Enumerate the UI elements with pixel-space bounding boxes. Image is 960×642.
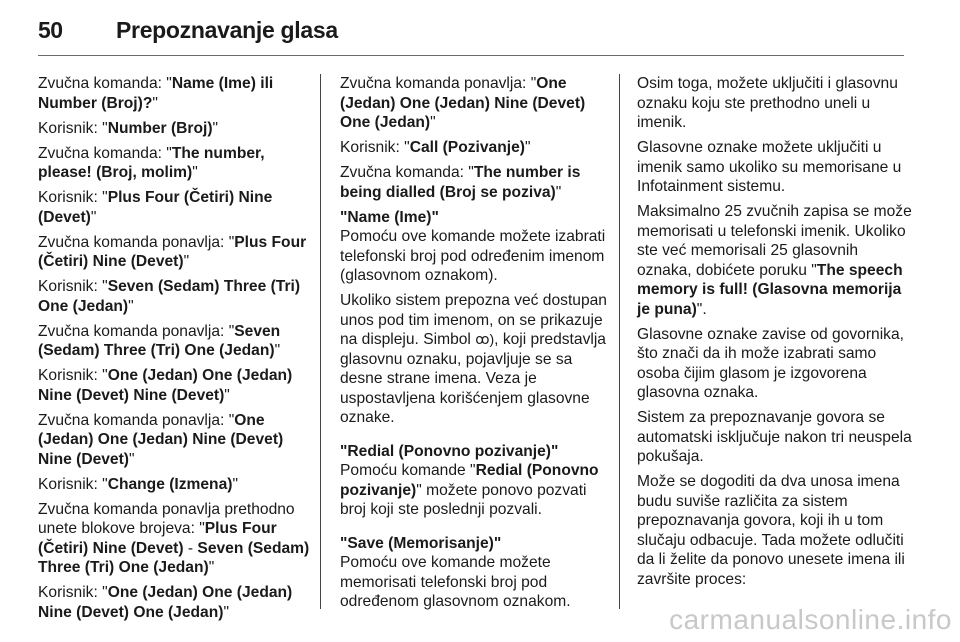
paragraph: Zvučna komanda ponavlja: "Seven (Sedam) Three (Tri) One (Jedan)" [38,322,281,359]
section-save: "Save (Memorisanje)" Pomoću ove komande možete memorisati telefonski broj pod određenom glasovnom oznakom. [340,534,571,610]
column-divider-2 [619,74,620,609]
column-1 [38,74,312,628]
paragraph: Korisnik: "One (Jedan) One (Jedan) Nine (Devet) Nine (Devet)" [38,367,293,404]
section-heading: "Redial (Ponovno pozivanje)" [340,442,559,460]
paragraph: Može se dogoditi da dva unosa imena budu suviše različita za sistem prepoznavanja govora, koji ih u tom slučaju odbacuje. Tada možete odlučiti da li želite da ponovo unesete imena ili završite proces: [637,473,905,588]
paragraph: Maksimalno 25 zvučnih zapisa se može memorisati u telefonski imenik. Ukoliko ste već memorisali 25 glasovnih oznaka, dobićete poruku "The speech memory is full! (Glasovna memorija je puna)". [637,203,912,318]
watermark: carmanualsonline.info [669,604,952,635]
column-3 [637,74,912,595]
paragraph: Glasovne oznake zavise od govornika, što znači da ih može izabrati samo osoba čijim glasom je izgovorena glasovna oznaka. [637,325,904,401]
column-2 [340,74,612,617]
paragraph: Zvučna komanda ponavlja prethodno unete blokove brojeva: "Plus Four (Četiri) Nine (Devet) - Seven (Sedam) Three (Tri) One (Jedan)" [38,500,310,576]
paragraph: Zvučna komanda: "The number is being dialled (Broj se poziva)" [340,164,581,201]
section-name: "Name (Ime)" Pomoću ove komande možete izabrati telefonski broj pod određenim imenom (glasovnom oznakom). [340,208,606,284]
paragraph: Zvučna komanda: "The number, please! (Broj, molim)" [38,144,265,181]
paragraph: Ukoliko sistem prepozna već dostupan unos pod tim imenom, on se prikazuje na displeju. Simbol ꝏ), koji predstavlja glasovnu oznaku, pojavljuje se sa desne strane imena. Veza je uspostavljena korišćenjem glasovne oznake. [340,292,607,426]
section-heading: "Save (Memorisanje)" [340,534,502,552]
paragraph: Zvučna komanda: "Name (Ime) ili Number (Broj)?" [38,75,274,112]
page-number: 50 [38,17,63,43]
header-rule [38,55,904,56]
paragraph: Zvučna komanda ponavlja: "Plus Four (Četiri) Nine (Devet)" [38,233,307,270]
paragraph: Korisnik: "One (Jedan) One (Jedan) Nine (Devet) One (Jedan)" [38,584,293,621]
paragraph: Korisnik: "Call (Pozivanje)" [340,139,531,156]
paragraph: Korisnik: "Number (Broj)" [38,119,219,137]
paragraph: Korisnik: "Plus Four (Četiri) Nine (Devet)" [38,189,273,226]
section-redial: "Redial (Ponovno pozivanje)" Pomoću komande "Redial (Ponovno pozivanje)" možete ponovo pozvati broj koji ste poslednji pozvali. [340,442,599,518]
column-divider-1 [320,74,321,609]
voice-tag-icon: ꝏ) [475,331,495,347]
paragraph: Korisnik: "Seven (Sedam) Three (Tri) One (Jedan)" [38,278,301,315]
section-heading: "Name (Ime)" [340,208,439,226]
paragraph: Sistem za prepoznavanje govora se automatski isključuje nakon tri neuspela pokušaja. [637,409,912,465]
paragraph: Zvučna komanda ponavlja: "One (Jedan) One (Jedan) Nine (Devet) One (Jedan)" [340,75,586,131]
page-title: Prepoznavanje glasa [116,17,338,43]
paragraph: Korisnik: "Change (Izmena)" [38,475,238,493]
paragraph: Glasovne oznake možete uključiti u imenik samo ukoliko su memorisane u Infotainment sistemu. [637,139,902,195]
paragraph: Zvučna komanda ponavlja: "One (Jedan) One (Jedan) Nine (Devet) Nine (Devet)" [38,411,284,468]
paragraph: Osim toga, možete uključiti i glasovnu oznaku koju ste prethodno uneli u imenik. [637,75,898,131]
